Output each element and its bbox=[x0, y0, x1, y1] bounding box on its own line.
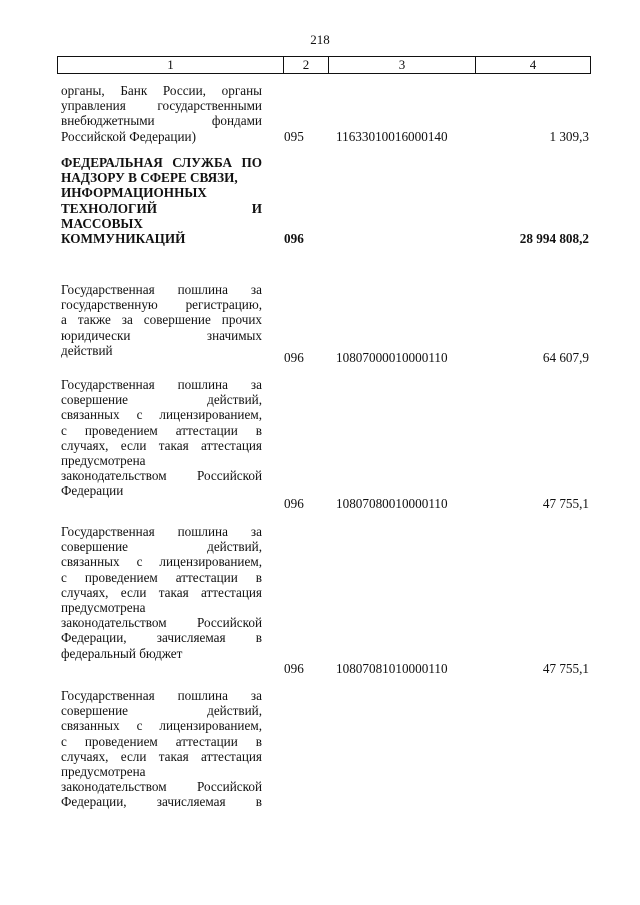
description-line: с проведением аттестации в bbox=[61, 422, 262, 438]
description-line: предусмотрена bbox=[61, 453, 146, 469]
description-line: действий bbox=[61, 342, 113, 358]
description-line: Федерации, зачисляемая в bbox=[61, 630, 262, 646]
description-line: законодательством Российской bbox=[61, 615, 262, 631]
description-line: совершение действий, bbox=[61, 392, 262, 408]
row-kbk: 10807081010000110 bbox=[336, 661, 448, 676]
description-line: с проведением аттестации в bbox=[61, 569, 262, 585]
row-description bbox=[61, 377, 262, 499]
description-line: Государственная пошлина за bbox=[61, 377, 262, 392]
row-kbk: 10807000010000110 bbox=[336, 350, 448, 366]
header-col-1: 1 bbox=[58, 57, 284, 73]
description-line: федеральный бюджет bbox=[61, 645, 183, 661]
row-code: 096 bbox=[284, 661, 304, 676]
description-line: совершение действий, bbox=[61, 703, 262, 719]
description-line: ИНФОРМАЦИОННЫХ bbox=[61, 185, 207, 201]
description-line: совершение действий, bbox=[61, 539, 262, 555]
row-code: 095 bbox=[284, 128, 304, 144]
description-line: Государственная пошлина за bbox=[61, 688, 262, 703]
description-line: а также за совершение прочих bbox=[61, 312, 262, 328]
row-code: 096 bbox=[284, 350, 304, 366]
row-kbk: 10807080010000110 bbox=[336, 496, 448, 511]
row-sum: 28 994 808,2 bbox=[519, 231, 589, 246]
description-line: с проведением аттестации в bbox=[61, 733, 262, 749]
row-description bbox=[61, 83, 262, 144]
row-sum: 1 309,3 bbox=[549, 128, 589, 144]
row-sum: 64 607,9 bbox=[542, 350, 589, 366]
row-code: 096 bbox=[284, 231, 304, 246]
description-line: Российской Федерации) bbox=[61, 128, 196, 144]
description-line: ФЕДЕРАЛЬНАЯ СЛУЖБА ПО bbox=[61, 155, 262, 170]
row-description bbox=[61, 155, 262, 246]
description-line: органы, Банк России, органы bbox=[61, 83, 262, 98]
table-header bbox=[57, 56, 591, 74]
description-line: КОММУНИКАЦИЙ bbox=[61, 231, 186, 247]
description-line: случаях, если такая аттестация bbox=[61, 437, 262, 453]
description-line: предусмотрена bbox=[61, 600, 146, 616]
description-line: связанных с лицензированием, bbox=[61, 718, 262, 734]
row-kbk: 11633010016000140 bbox=[336, 128, 448, 144]
row-description bbox=[61, 282, 262, 358]
description-line: случаях, если такая аттестация bbox=[61, 584, 262, 600]
description-line: юридически значимых bbox=[61, 327, 262, 343]
description-line: законодательством Российской bbox=[61, 468, 262, 484]
header-col-3: 3 bbox=[329, 57, 476, 73]
description-line: Федерации bbox=[61, 483, 124, 499]
description-line: управления государственными bbox=[61, 98, 262, 114]
description-line: Государственная пошлина за bbox=[61, 282, 262, 297]
description-line: предусмотрена bbox=[61, 764, 146, 780]
row-description bbox=[61, 688, 262, 810]
header-col-4: 4 bbox=[529, 57, 537, 72]
description-line: связанных с лицензированием, bbox=[61, 554, 262, 570]
description-line: ТЕХНОЛОГИЙ И bbox=[61, 200, 262, 216]
description-line: Федерации, зачисляемая в bbox=[61, 794, 262, 810]
description-line: Государственная пошлина за bbox=[61, 524, 262, 539]
row-sum: 47 755,1 bbox=[542, 661, 589, 676]
description-line: МАССОВЫХ bbox=[61, 215, 143, 231]
row-description bbox=[61, 524, 262, 661]
description-line: государственную регистрацию, bbox=[61, 297, 262, 313]
description-line: связанных с лицензированием, bbox=[61, 407, 262, 423]
header-col-2: 2 bbox=[284, 57, 329, 73]
row-code: 096 bbox=[284, 496, 304, 511]
row-sum: 47 755,1 bbox=[542, 496, 589, 511]
description-line: внебюджетными фондами bbox=[61, 113, 262, 129]
description-line: законодательством Российской bbox=[61, 779, 262, 795]
description-line: случаях, если такая аттестация bbox=[61, 748, 262, 764]
page-number: 218 bbox=[310, 32, 330, 47]
description-line: НАДЗОРУ В СФЕРЕ СВЯЗИ, bbox=[61, 170, 238, 186]
